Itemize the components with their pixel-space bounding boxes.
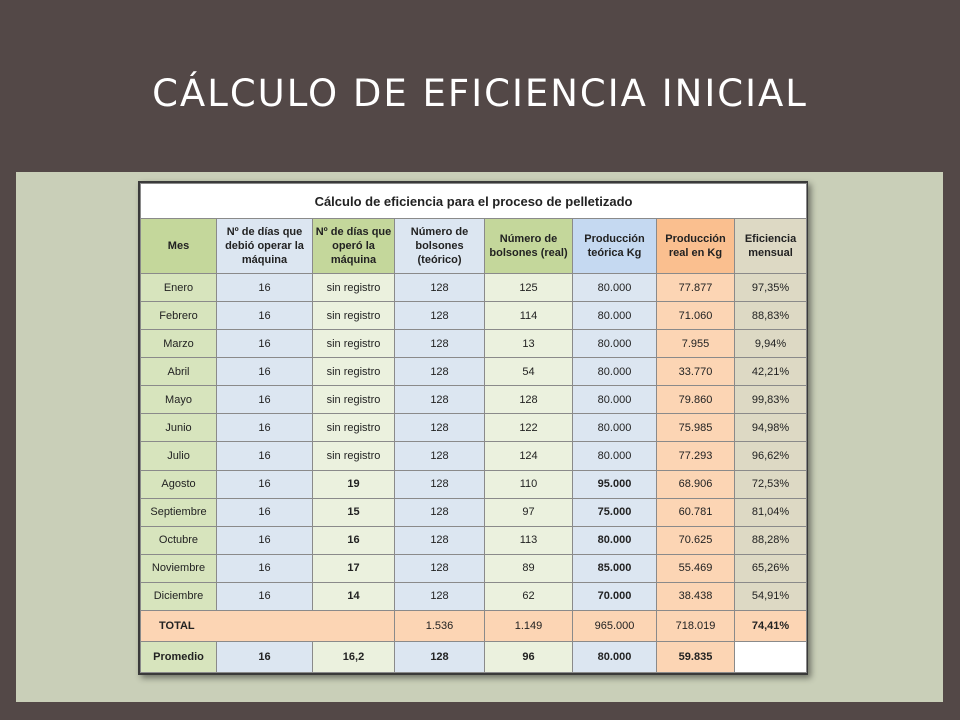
table-row [141, 526, 807, 554]
cell-bolsones-teorico: 128 [395, 386, 485, 414]
cell-eficiencia: 88,28% [735, 526, 807, 554]
cell-dias-debio: 16 [217, 302, 313, 330]
column-header-dias-opero: Nº de días que operó la máquina [313, 219, 395, 274]
cell-dias-debio: 16 [217, 414, 313, 442]
average-cell: 96 [485, 641, 573, 672]
cell-dias-opero: 19 [313, 470, 395, 498]
cell-mes: Septiembre [141, 498, 217, 526]
cell-produccion-real: 38.438 [657, 582, 735, 610]
cell-produccion-real: 55.469 [657, 554, 735, 582]
cell-mes: Febrero [141, 302, 217, 330]
cell-produccion-teorica: 80.000 [573, 526, 657, 554]
cell-mes: Agosto [141, 470, 217, 498]
column-header-bolsones-teorico: Número de bolsones (teórico) [395, 219, 485, 274]
cell-bolsones-teorico: 128 [395, 470, 485, 498]
table-row [141, 442, 807, 470]
cell-eficiencia: 94,98% [735, 414, 807, 442]
cell-dias-debio: 16 [217, 526, 313, 554]
table-header-row [141, 219, 807, 274]
total-cell: 965.000 [573, 610, 657, 641]
cell-bolsones-teorico: 128 [395, 498, 485, 526]
cell-bolsones-real: 128 [485, 386, 573, 414]
cell-eficiencia: 72,53% [735, 470, 807, 498]
table-row [141, 414, 807, 442]
cell-bolsones-real: 13 [485, 330, 573, 358]
cell-eficiencia: 88,83% [735, 302, 807, 330]
cell-dias-debio: 16 [217, 582, 313, 610]
cell-mes: Marzo [141, 330, 217, 358]
cell-produccion-real: 71.060 [657, 302, 735, 330]
table-row [141, 470, 807, 498]
cell-bolsones-real: 114 [485, 302, 573, 330]
cell-mes: Junio [141, 414, 217, 442]
cell-produccion-teorica: 70.000 [573, 582, 657, 610]
table-row [141, 330, 807, 358]
table-row [141, 554, 807, 582]
cell-dias-opero: sin registro [313, 330, 395, 358]
cell-bolsones-real: 125 [485, 274, 573, 302]
table-row [141, 302, 807, 330]
cell-bolsones-real: 62 [485, 582, 573, 610]
cell-produccion-real: 68.906 [657, 470, 735, 498]
column-header-bolsones-real: Número de bolsones (real) [485, 219, 573, 274]
cell-produccion-teorica: 95.000 [573, 470, 657, 498]
cell-bolsones-teorico: 128 [395, 274, 485, 302]
cell-produccion-teorica: 80.000 [573, 414, 657, 442]
cell-produccion-teorica: 80.000 [573, 274, 657, 302]
cell-eficiencia: 42,21% [735, 358, 807, 386]
total-cell: 718.019 [657, 610, 735, 641]
cell-produccion-real: 77.877 [657, 274, 735, 302]
cell-eficiencia: 65,26% [735, 554, 807, 582]
average-label: Promedio [141, 641, 217, 672]
cell-mes: Enero [141, 274, 217, 302]
column-header-mes: Mes [141, 219, 217, 274]
table-row [141, 386, 807, 414]
cell-bolsones-teorico: 128 [395, 358, 485, 386]
cell-produccion-teorica: 80.000 [573, 386, 657, 414]
cell-produccion-real: 75.985 [657, 414, 735, 442]
total-cell: 74,41% [735, 610, 807, 641]
total-cell: 1.149 [485, 610, 573, 641]
cell-bolsones-teorico: 128 [395, 414, 485, 442]
efficiency-table-frame [138, 181, 808, 675]
cell-bolsones-real: 124 [485, 442, 573, 470]
cell-bolsones-real: 113 [485, 526, 573, 554]
cell-bolsones-real: 54 [485, 358, 573, 386]
cell-dias-opero: sin registro [313, 274, 395, 302]
cell-dias-opero: sin registro [313, 386, 395, 414]
cell-dias-opero: sin registro [313, 358, 395, 386]
cell-produccion-real: 77.293 [657, 442, 735, 470]
column-header-produccion-teorica: Producción teórica Kg [573, 219, 657, 274]
cell-bolsones-teorico: 128 [395, 554, 485, 582]
cell-produccion-real: 33.770 [657, 358, 735, 386]
cell-produccion-teorica: 75.000 [573, 498, 657, 526]
average-cell: 80.000 [573, 641, 657, 672]
table-row [141, 274, 807, 302]
column-header-produccion-real: Producción real en Kg [657, 219, 735, 274]
total-row [141, 610, 807, 641]
cell-produccion-teorica: 80.000 [573, 442, 657, 470]
total-label: TOTAL [141, 610, 395, 641]
cell-bolsones-teorico: 128 [395, 330, 485, 358]
cell-eficiencia: 81,04% [735, 498, 807, 526]
average-cell: 16 [217, 641, 313, 672]
cell-dias-debio: 16 [217, 386, 313, 414]
cell-mes: Noviembre [141, 554, 217, 582]
efficiency-table [140, 183, 807, 673]
cell-dias-debio: 16 [217, 330, 313, 358]
cell-mes: Diciembre [141, 582, 217, 610]
cell-eficiencia: 54,91% [735, 582, 807, 610]
cell-mes: Abril [141, 358, 217, 386]
total-cell: 1.536 [395, 610, 485, 641]
cell-produccion-real: 60.781 [657, 498, 735, 526]
average-cell: 16,2 [313, 641, 395, 672]
column-header-eficiencia: Eficiencia mensual [735, 219, 807, 274]
table-row [141, 358, 807, 386]
cell-dias-debio: 16 [217, 470, 313, 498]
cell-dias-debio: 16 [217, 498, 313, 526]
average-cell: 128 [395, 641, 485, 672]
cell-produccion-real: 7.955 [657, 330, 735, 358]
average-row [141, 641, 807, 672]
cell-eficiencia: 99,83% [735, 386, 807, 414]
column-header-dias-debio: Nº de días que debió operar la máquina [217, 219, 313, 274]
table-row [141, 498, 807, 526]
cell-bolsones-teorico: 128 [395, 442, 485, 470]
cell-produccion-real: 79.860 [657, 386, 735, 414]
cell-dias-opero: sin registro [313, 302, 395, 330]
average-empty-cell [735, 641, 807, 672]
table-caption: Cálculo de eficiencia para el proceso de pelletizado [141, 184, 807, 219]
cell-bolsones-real: 97 [485, 498, 573, 526]
cell-dias-debio: 16 [217, 358, 313, 386]
slide-title: CÁLCULO DE EFICIENCIA INICIAL [152, 72, 808, 115]
cell-dias-opero: sin registro [313, 414, 395, 442]
cell-bolsones-teorico: 128 [395, 302, 485, 330]
cell-produccion-real: 70.625 [657, 526, 735, 554]
cell-produccion-teorica: 80.000 [573, 302, 657, 330]
cell-bolsones-real: 122 [485, 414, 573, 442]
cell-eficiencia: 97,35% [735, 274, 807, 302]
cell-produccion-teorica: 80.000 [573, 358, 657, 386]
cell-bolsones-real: 89 [485, 554, 573, 582]
cell-produccion-teorica: 80.000 [573, 330, 657, 358]
cell-bolsones-real: 110 [485, 470, 573, 498]
cell-dias-opero: 16 [313, 526, 395, 554]
cell-dias-debio: 16 [217, 274, 313, 302]
average-cell: 59.835 [657, 641, 735, 672]
cell-dias-opero: 14 [313, 582, 395, 610]
cell-dias-debio: 16 [217, 442, 313, 470]
cell-produccion-teorica: 85.000 [573, 554, 657, 582]
cell-dias-debio: 16 [217, 554, 313, 582]
cell-mes: Mayo [141, 386, 217, 414]
cell-bolsones-teorico: 128 [395, 582, 485, 610]
cell-dias-opero: sin registro [313, 442, 395, 470]
cell-mes: Julio [141, 442, 217, 470]
cell-dias-opero: 15 [313, 498, 395, 526]
cell-eficiencia: 96,62% [735, 442, 807, 470]
cell-bolsones-teorico: 128 [395, 526, 485, 554]
cell-dias-opero: 17 [313, 554, 395, 582]
cell-mes: Octubre [141, 526, 217, 554]
cell-eficiencia: 9,94% [735, 330, 807, 358]
table-row [141, 582, 807, 610]
